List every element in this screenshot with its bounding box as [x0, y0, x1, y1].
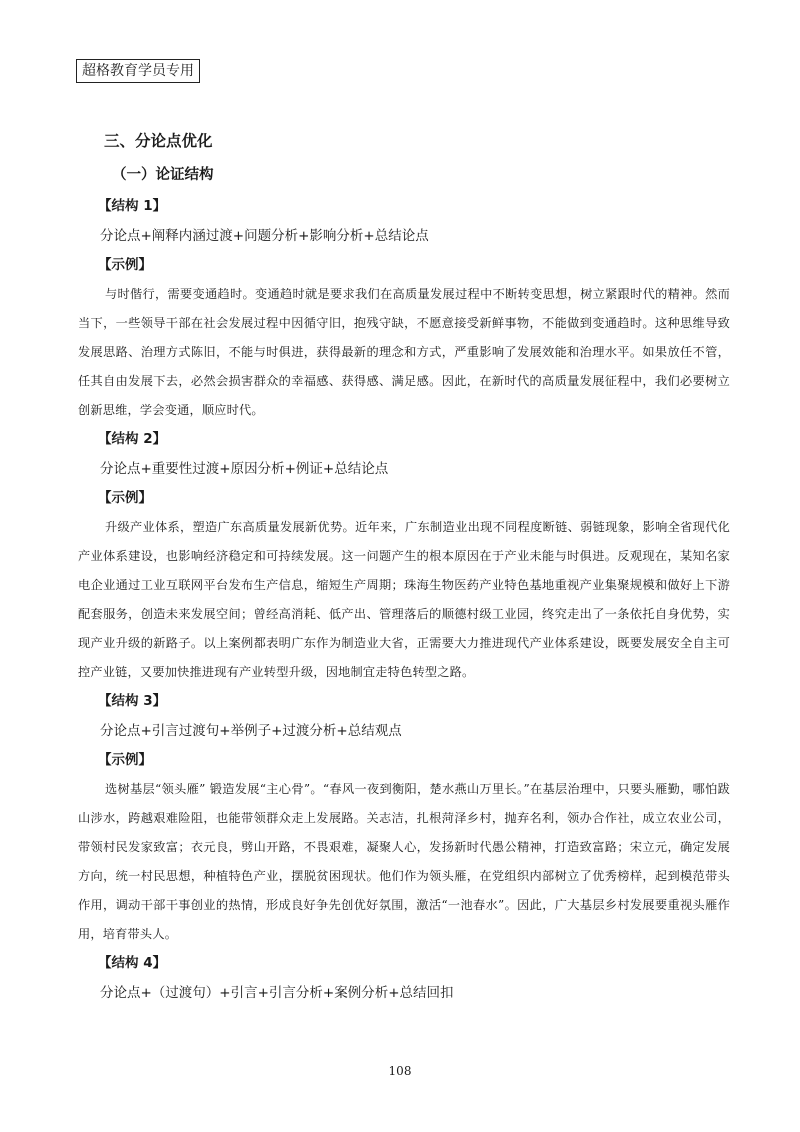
subsection-title: （一）论证结构 — [112, 167, 214, 183]
structure-formula: 分论点+重要性过渡+原因分析+例证+总结论点 — [100, 461, 389, 477]
example-label: 【示例】 — [98, 257, 152, 273]
structure-block-2 — [78, 425, 730, 687]
content — [78, 124, 730, 1008]
example-paragraph: 升级产业体系，塑造广东高质量发展新优势。近年来，广东制造业出现不同程度断链、弱链现象，影响全省现代化产业体系建设，也影响经济稳定和可持续发展。这一问题产生的根本原因在于产业未能与时俱进。反观现在，某知名家电企业通过工业互联网平台发布生产信息，缩短生产周期；珠海生物医药产业特色基地重视产业集聚规模和做好上下游配套服务，创造未来发展空间；曾经高消耗、低产出、管理落后的顺德村级工业园，终究走出了一条依托自身优势，实现产业升级的新路子。以上案例都表明广东作为制造业大省，正需要大力推进现代产业体系建设，既要发展安全自主可控产业链，又要加快推进现有产业转型升级，因地制宜走特色转型之路。 — [78, 520, 730, 679]
structure-block-4 — [78, 949, 730, 1008]
example-label: 【示例】 — [98, 490, 152, 506]
structure-block-1 — [78, 192, 730, 425]
section-title: 三、分论点优化 — [104, 132, 213, 150]
structure-label: 【结构 4】 — [98, 955, 167, 971]
structure-block-3 — [78, 687, 730, 949]
stamp-label: 超格教育学员专用 — [76, 59, 200, 83]
structure-formula: 分论点+阐释内涵过渡+问题分析+影响分析+总结论点 — [100, 228, 429, 244]
structure-formula: 分论点+（过渡句）+引言+引言分析+案例分析+总结回扣 — [100, 985, 454, 1001]
structure-label: 【结构 2】 — [98, 431, 167, 447]
structure-label: 【结构 1】 — [98, 198, 167, 214]
example-label: 【示例】 — [98, 752, 152, 768]
example-paragraph: 选树基层“领头雁” 锻造发展“主心骨”。“春风一夜到衡阳，楚水燕山万里长。”在基层治理中，只要头雁勤，哪怕跋山涉水，跨越艰难险阻，也能带领群众走上发展路。关志洁，扎根菏泽乡村，抛弃名利，领办合作社，成立农业公司，带领村民发家致富；衣元良，劈山开路，不畏艰难，凝聚人心，发扬新时代愚公精神，打造致富路；宋立元，确定发展方向，统一村民思想，种植特色产业，摆脱贫困现状。他们作为领头雁，在党组织内部树立了优秀榜样，起到模范带头作用，调动干部干事创业的热情，形成良好争先创优好氛围，激活“一池春水”。因此，广大基层乡村发展要重视头雁作用，培育带头人。 — [78, 782, 730, 941]
example-paragraph: 与时偕行，需要变通趋时。变通趋时就是要求我们在高质量发展过程中不断转变思想，树立紧跟时代的精神。然而当下，一些领导干部在社会发展过程中因循守旧，抱残守缺，不愿意接受新鲜事物，不能做到变通趋时。这种思维导致发展思路、治理方式陈旧，不能与时俱进，获得最新的理念和方式，严重影响了发展效能和治理水平。如果放任不管，任其自由发展下去，必然会损害群众的幸福感、获得感、满足感。因此，在新时代的高质量发展征程中，我们必要树立创新思维，学会变通，顺应时代。 — [78, 287, 730, 417]
page-number: 108 — [388, 1064, 412, 1078]
structure-formula: 分论点+引言过渡句+举例子+过渡分析+总结观点 — [100, 723, 402, 739]
structure-label: 【结构 3】 — [98, 693, 167, 709]
